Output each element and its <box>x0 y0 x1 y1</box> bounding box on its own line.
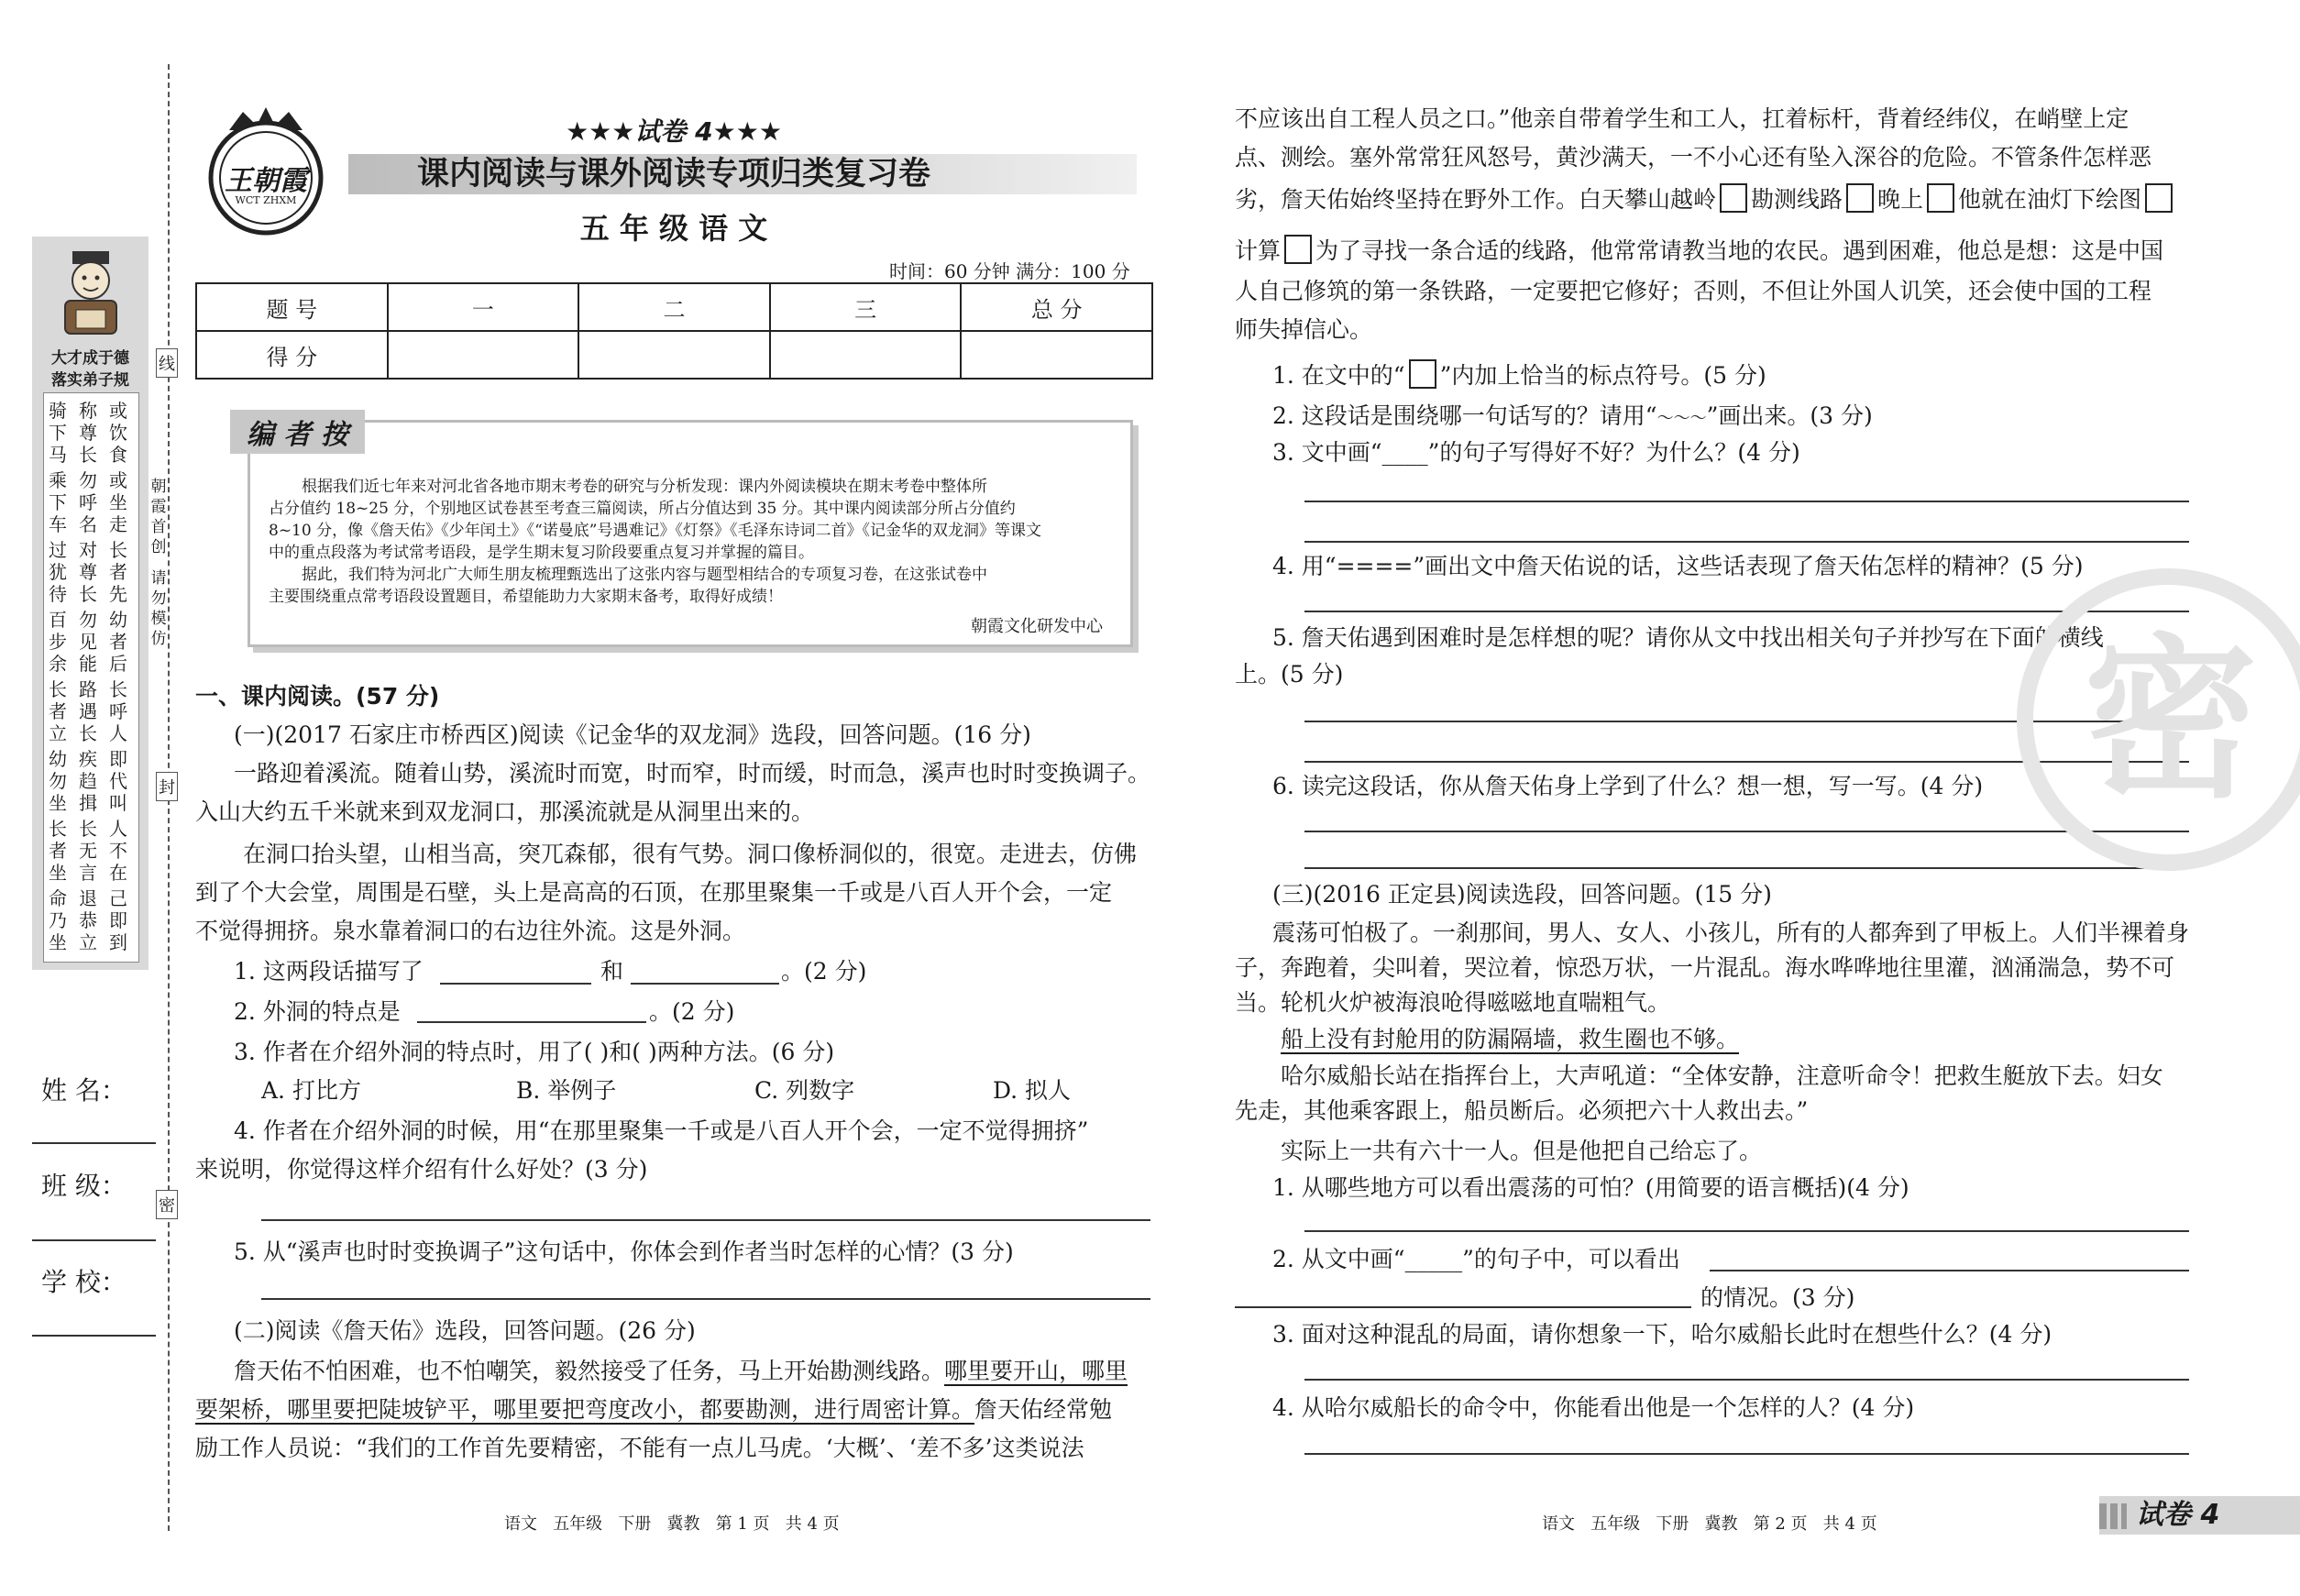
passage-2-line <box>195 1392 1112 1428</box>
answer-blank[interactable] <box>631 983 779 985</box>
option-a[interactable]: A. 打比方 <box>261 1077 361 1104</box>
passage-3-line: 当。轮机火炉被海浪呛得嗞嗞地直喘粗气。 <box>1235 989 1671 1016</box>
question-3-2: 2. 从文中画“_____”的句子中，可以看出 <box>1272 1246 1680 1272</box>
binding-note-1: 朝霞首创 <box>150 478 167 556</box>
score-header-cell: 题 号 <box>196 283 388 331</box>
question-2-1 <box>1272 358 1766 394</box>
passage-2-line: 人自己修筑的第一条铁路，一定要把它修好；否则，不但让外国人讥笑，还会使中国的工程 <box>1235 278 2152 304</box>
passage-2-line: 不应该出自工程人员之口。”他亲自带着学生和工人，扛着标杆，背着经纬仪，在峭壁上定 <box>1235 105 2129 132</box>
poem-column: 人不在 <box>109 818 127 884</box>
binding-note-2: 请勿模仿 <box>150 569 167 648</box>
score-input-cell[interactable] <box>388 331 579 379</box>
score-header-cell: 总 分 <box>961 283 1152 331</box>
answer-line[interactable] <box>261 1219 1150 1221</box>
binding-mark-seal: 封 <box>156 772 178 801</box>
passage-3-heading: (三)(2016 正定县)阅读选段，回答问题。(15 分) <box>1272 881 1772 908</box>
answer-line[interactable] <box>1304 541 2189 543</box>
passage-2-text: 詹天佑经常勉 <box>974 1396 1113 1423</box>
passage-1-line: 入山大约五千米就来到双龙洞口，那溪流就是从洞里出来的。 <box>195 798 815 825</box>
corner-tag: 试卷 4 <box>2136 1499 2220 1531</box>
passage-2-line: 师失掉信心。 <box>1235 316 1373 343</box>
class-field[interactable] <box>32 1239 156 1241</box>
answer-blank[interactable] <box>440 983 591 985</box>
editor-note-line: 8~10 分，像《詹天佑》《少年闰土》《“诺曼底”号遇难记》《灯祭》《毛泽东诗词二首》《记金华的双龙洞》等课文 <box>269 522 1041 540</box>
passage-3-underlined: 船上没有封舱用的防漏隔墙，救生圈也不够。 <box>1281 1026 1740 1052</box>
sidebar-motto-panel <box>32 237 149 970</box>
passage-2-text: 晚上 <box>1877 186 1924 213</box>
passage-3-line: 哈尔威船长站在指挥台上，大声吼道：“全体安静，注意听命令！把救生艇放下去。妇女 <box>1281 1062 2163 1089</box>
poem-column: 长者立 <box>49 678 67 744</box>
answer-line[interactable] <box>1304 831 2189 832</box>
editor-note-heading: 编 者 按 <box>230 410 365 454</box>
score-input-cell[interactable] <box>578 331 770 379</box>
editor-note-line: 据此，我们特为河北广大师生朋友梳理甄选出了这张内容与题型相结合的专项复习卷，在这张试卷中 <box>302 566 987 584</box>
time-score: 时间：60 分钟 满分：100 分 <box>889 260 1130 282</box>
poem-column: 疾趋揖 <box>79 748 97 814</box>
poem-column: 称尊长 <box>79 400 97 466</box>
passage-2-line <box>234 1353 1128 1390</box>
exam-title: 课内阅读与课外阅读专项归类复习卷 <box>416 156 930 193</box>
question-1-3: 3. 作者在介绍外洞的特点时，用了( )和( )两种方法。(6 分) <box>234 1039 835 1065</box>
poem-column: 长呼人 <box>109 678 127 744</box>
question-1-2: 2. 外洞的特点是 <box>234 998 401 1025</box>
question-2-2-text: ”画出来。(3 分) <box>1706 402 1873 429</box>
answer-line[interactable] <box>1304 611 2189 612</box>
answer-line[interactable] <box>261 1298 1150 1300</box>
punct-box[interactable] <box>2145 183 2173 213</box>
answer-line[interactable] <box>1304 1379 2189 1381</box>
score-label-cell: 得 分 <box>196 331 388 379</box>
section-1-heading: 一、课内阅读。(57 分) <box>195 683 440 710</box>
page-footer-right: 语文 五年级 下册 冀教 第 2 页 共 4 页 <box>1542 1514 1877 1534</box>
binding-mark-secret: 密 <box>156 1190 178 1219</box>
passage-1-line: 到了个大会堂，周围是石壁，头上是高高的石顶，在那里聚集一千或是八百人开个会，一定 <box>195 879 1113 906</box>
question-1-5: 5. 从“溪声也时时变换调子”这句话中，你体会到作者当时怎样的心情？(3 分) <box>234 1238 1014 1265</box>
punct-box[interactable] <box>1284 235 1312 264</box>
question-1-4-cont: 来说明，你觉得这样介绍有什么好处？(3 分) <box>195 1156 648 1183</box>
class-label: 班 级： <box>41 1171 127 1201</box>
passage-1-line: 在洞口抬头望，山相当高，突兀森郁，很有气势。洞口像桥洞似的，很宽。走进去，仿佛 <box>243 841 1138 867</box>
option-c[interactable]: C. 列数字 <box>754 1077 855 1104</box>
poem-column: 对尊长 <box>79 539 97 605</box>
poem-column: 长无言 <box>79 818 97 884</box>
binding-mark-line: 线 <box>156 348 178 378</box>
question-2-2 <box>1272 398 1873 437</box>
answer-line[interactable] <box>1304 867 2189 869</box>
question-1-1-mid: 和 <box>600 958 624 985</box>
editor-note-box <box>248 420 1133 647</box>
option-b[interactable]: B. 举例子 <box>516 1077 617 1104</box>
poem-column: 百步余 <box>49 609 67 675</box>
score-input-cell[interactable] <box>770 331 962 379</box>
editor-note-line: 根据我们近七年来对河北省各地市期末考卷的研究与分析发现：课内外阅读模块在期末考卷中整体所 <box>302 478 987 496</box>
answer-line[interactable] <box>1304 1230 2189 1232</box>
question-2-5: 5. 詹天佑遇到困难时是怎样想的呢？请你从文中找出相关句子并抄写在下面的横线 <box>1272 624 2104 651</box>
passage-1-heading: (一)(2017 石家庄市桥西区)阅读《记金华的双龙洞》选段，回答问题。(16 分) <box>234 721 1031 748</box>
question-2-4: 4. 用“====”画出文中詹天佑说的话，这些话表现了詹天佑怎样的精神？(5 分) <box>1272 553 2084 579</box>
question-1-1: 1. 这两段话描写了 <box>234 958 424 985</box>
page-footer-left: 语文 五年级 下册 冀教 第 1 页 共 4 页 <box>504 1514 840 1534</box>
passage-2-text: 他就在油灯下绘图 <box>1958 186 2142 213</box>
poem-column: 乘下车 <box>49 469 67 535</box>
motto-line-1: 大才成于德 <box>51 349 129 368</box>
motto-line-2: 落实弟子规 <box>51 371 129 390</box>
watermark-stamp-char: 密 <box>2083 619 2258 821</box>
logo-subtext: WCT ZHXM <box>235 194 297 206</box>
watermark-stamp <box>2017 568 2300 871</box>
question-2-5-cont: 上。(5 分) <box>1235 661 1344 688</box>
punct-box[interactable] <box>1720 183 1747 213</box>
passage-3-line: 子，奔跑着，尖叫着，哭泣着，惊恐万状，一片混乱。海水哗哗地往里灌，汹涌湍急，势不可 <box>1235 954 2175 981</box>
question-2-1-text: ”内加上恰当的标点符号。(5 分) <box>1439 362 1766 389</box>
school-label: 学 校： <box>41 1267 127 1297</box>
paper-number: ★★★试卷 4★★★ <box>566 116 782 147</box>
score-header-cell: 二 <box>578 283 770 331</box>
scholar-icon <box>45 244 137 340</box>
name-field[interactable] <box>32 1142 156 1144</box>
poem-column: 勿呼名 <box>79 469 97 535</box>
poem-column: 或坐走 <box>109 469 127 535</box>
poem-column: 或饮食 <box>109 400 127 466</box>
editor-note-sign: 朝霞文化研发中心 <box>971 617 1103 636</box>
poem-column: 路遇长 <box>79 678 97 744</box>
question-1-4: 4. 作者在介绍外洞的时候，用“在那里聚集一千或是八百人开个会，一定不觉得拥挤” <box>234 1117 1089 1144</box>
poem-column: 长者坐 <box>49 818 67 884</box>
poem-column: 过犹待 <box>49 539 67 605</box>
poem-column: 勿见能 <box>79 609 97 675</box>
passage-2-text: 勘测线路 <box>1751 186 1843 213</box>
question-3-2-end: 的情况。(3 分) <box>1700 1284 1855 1311</box>
corner-tag-dots <box>2099 1503 2127 1529</box>
question-2-2-text: 2. 这段话是围绕哪一句话写的？请用“ <box>1272 402 1657 429</box>
question-3-4: 4. 从哈尔威船长的命令中，你能看出他是一个怎样的人？(4 分) <box>1272 1394 1915 1421</box>
punct-box-example <box>1409 359 1436 389</box>
question-3-3: 3. 面对这种混乱的局面，请你想象一下，哈尔威船长此时在想些什么？(4 分) <box>1272 1321 2052 1348</box>
option-d[interactable]: D. 拟人 <box>993 1077 1072 1104</box>
question-2-3: 3. 文中画“____”的句子写得好不好？为什么？(4 分) <box>1272 439 1800 466</box>
poem-column: 幼者后 <box>109 609 127 675</box>
passage-2-text: 劣，詹天佑始终坚持在野外工作。白天攀山越岭 <box>1235 186 1717 213</box>
poem-column: 骑下马 <box>49 400 67 466</box>
passage-1-line: 一路迎着溪流。随着山势，溪流时而宽，时而窄，时而缓，时而急，溪声也时时变换调子。 <box>234 760 1151 787</box>
passage-2-text: 詹天佑不怕困难，也不怕嘲笑，毅然接受了任务，马上开始勘测线路。 <box>234 1358 945 1384</box>
passage-3-line: 震荡可怕极了。一刹那间，男人、女人、小孩儿，所有的人都奔到了甲板上。人们半裸着身 <box>1272 919 2190 946</box>
answer-blank[interactable] <box>417 1021 646 1023</box>
question-1-2-end: 。(2 分) <box>649 998 735 1025</box>
poem-column: 长者先 <box>109 539 127 605</box>
editor-note-line: 中的重点段落为考试常考语段，是学生期末复习阶段要重点复习并掌握的篇目。 <box>269 544 814 562</box>
poem-column: 幼勿坐 <box>49 748 67 814</box>
question-1-1-end: 。(2 分) <box>781 958 867 985</box>
answer-blank[interactable] <box>1235 1306 1691 1308</box>
answer-line[interactable] <box>1304 1453 2189 1455</box>
editor-note-line: 占分值约 18~25 分，个别地区试卷甚至考查三篇阅读，所占分值达到 35 分。其中课内阅读部分所占分值约 <box>269 500 1016 518</box>
passage-2-underlined: 哪里要开山，哪里 <box>944 1358 1128 1384</box>
score-header-cell: 一 <box>388 283 579 331</box>
passage-2-line: 点、测绘。塞外常常狂风怒号，黄沙满天，一不小心还有坠入深谷的危险。不管条件怎样恶 <box>1235 144 2152 171</box>
passage-2-line: 励工作人员说：“我们的工作首先要精密，不能有一点儿马虎。‘大概’、‘差不多’这类说法 <box>195 1435 1084 1461</box>
passage-2-text: 为了寻找一条合适的线路，他常常请教当地的农民。遇到困难，他总是想：这是中国 <box>1315 237 2164 264</box>
score-header-cell: 三 <box>770 283 962 331</box>
question-3-1: 1. 从哪些地方可以看出震荡的可怕？(用简要的语言概括)(4 分) <box>1272 1174 1909 1201</box>
score-input-cell[interactable] <box>961 331 1152 379</box>
punct-box[interactable] <box>1846 183 1874 213</box>
poem-column: 退恭立 <box>79 887 97 953</box>
question-2-6: 6. 读完这段话，你从詹天佑身上学到了什么？想一想，写一写。(4 分) <box>1272 773 1984 799</box>
editor-note-line: 主要围绕重点常考语段设置题目，希望能助力大家期末备考，取得好成绩！ <box>269 588 783 606</box>
logo-text: 王朝霞 <box>225 165 307 197</box>
score-table <box>195 282 1153 380</box>
passage-2-line <box>1235 233 2163 270</box>
punct-box[interactable] <box>1927 183 1954 213</box>
motto-poem <box>47 400 138 959</box>
poem-column: 己即到 <box>109 887 127 953</box>
school-field[interactable] <box>32 1335 156 1337</box>
answer-blank[interactable] <box>1710 1270 2189 1271</box>
question-2-1-text: 1. 在文中的“ <box>1272 362 1405 389</box>
passage-2-heading: (二)阅读《詹天佑》选段，回答问题。(26 分) <box>234 1317 696 1344</box>
name-label: 姓 名： <box>41 1075 127 1106</box>
exam-subtitle: 五 年 级 语 文 <box>579 211 768 246</box>
poem-column: 即代叫 <box>109 748 127 814</box>
passage-2-underlined: 要架桥，哪里要把陡坡铲平，哪里要把弯度改小，都要勘测，进行周密计算。 <box>195 1396 975 1423</box>
wavy-mark: ～～～ <box>1656 409 1707 428</box>
passage-3-line: 实际上一共有六十一人。但是他把自己给忘了。 <box>1281 1138 1763 1164</box>
passage-2-text: 计算 <box>1235 237 1282 264</box>
passage-3-line: 先走，其他乘客跟上，船员断后。必须把六十人救出去。” <box>1235 1097 1809 1124</box>
editor-note-body <box>269 476 1117 608</box>
answer-line[interactable] <box>1304 501 2189 502</box>
passage-1-line: 不觉得拥挤。泉水靠着洞口的右边往外流。这是外洞。 <box>195 918 746 944</box>
poem-column: 命乃坐 <box>49 887 67 953</box>
passage-2-line <box>1235 182 2176 218</box>
